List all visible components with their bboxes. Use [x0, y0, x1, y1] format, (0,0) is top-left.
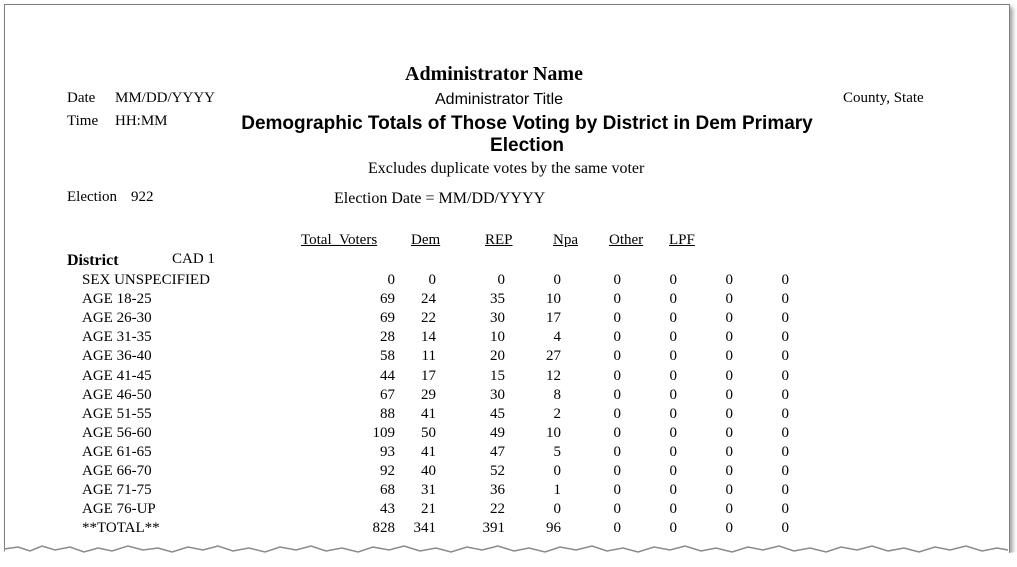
row-label: AGE 71-75 — [82, 482, 152, 499]
table-cell: 0 — [613, 424, 621, 441]
table-row — [5, 406, 1009, 425]
table-cell: 0 — [669, 482, 677, 499]
table-row — [5, 272, 1009, 291]
table-cell: 11 — [421, 348, 436, 365]
table-row — [5, 348, 1009, 367]
table-row — [5, 368, 1009, 387]
table-cell: 0 — [669, 405, 677, 422]
report-title: Demographic Totals of Those Voting by District in Dem Primary Election — [241, 113, 813, 156]
table-cell: 41 — [421, 405, 436, 422]
table-cell: 0 — [613, 272, 621, 288]
table-cell: 24 — [421, 291, 436, 308]
column-header-rep: REP — [485, 232, 513, 248]
table-cell: 0 — [669, 272, 677, 288]
table-cell: 0 — [781, 405, 789, 422]
report-page — [4, 4, 1010, 561]
table-cell: 0 — [613, 329, 621, 346]
table-cell: 36 — [490, 482, 505, 499]
table-cell: 0 — [669, 463, 677, 479]
table-row — [5, 520, 1009, 539]
row-label: AGE 56-60 — [82, 424, 152, 441]
table-cell: 47 — [490, 443, 505, 460]
table-cell: 68 — [380, 482, 395, 499]
table-cell: 17 — [546, 310, 561, 327]
table-cell: 0 — [613, 443, 621, 460]
table-cell: 0 — [613, 520, 621, 537]
time-value: HH:MM — [115, 113, 168, 129]
table-cell: 50 — [421, 424, 436, 441]
table-cell: 0 — [669, 386, 677, 403]
table-cell: 0 — [613, 310, 621, 327]
table-cell: 20 — [490, 348, 505, 365]
table-cell: 0 — [613, 348, 621, 365]
table-cell: 0 — [613, 463, 621, 479]
table-cell: 28 — [380, 329, 395, 346]
table-cell: 0 — [725, 482, 733, 499]
table-cell: 0 — [387, 272, 395, 288]
table-cell: 8 — [553, 386, 561, 403]
torn-edge — [0, 540, 1017, 567]
column-header-lpf: LPF — [669, 232, 695, 248]
table-row — [5, 387, 1009, 406]
table-row — [5, 463, 1009, 482]
table-cell: 0 — [781, 386, 789, 403]
date-value: MM/DD/YYYY — [115, 90, 216, 106]
table-cell: 0 — [725, 463, 733, 479]
row-label: AGE 46-50 — [82, 386, 152, 403]
table-cell: 0 — [669, 424, 677, 441]
table-cell: 0 — [725, 291, 733, 308]
row-label: AGE 41-45 — [82, 367, 152, 384]
report-subtitle: Excludes duplicate votes by the same voter — [368, 160, 645, 177]
table-row — [5, 501, 1009, 520]
table-cell: 0 — [781, 424, 789, 441]
table-cell: 17 — [421, 367, 436, 384]
table-cell: 0 — [725, 348, 733, 365]
row-label: AGE 18-25 — [82, 291, 152, 308]
table-cell: 0 — [725, 367, 733, 384]
table-row — [5, 291, 1009, 310]
table-cell: 0 — [725, 424, 733, 441]
row-label: SEX UNSPECIFIED — [82, 272, 210, 288]
table-cell: 0 — [613, 291, 621, 308]
date-label: Date — [67, 90, 96, 106]
table-cell: 10 — [490, 329, 505, 346]
administrator-name: Administrator Name — [405, 63, 583, 85]
table-cell: 22 — [490, 501, 505, 518]
table-cell: 4 — [553, 329, 561, 346]
table-cell: 10 — [546, 291, 561, 308]
table-cell: 0 — [669, 501, 677, 518]
row-label: AGE 51-55 — [82, 405, 152, 422]
column-header-other: Other — [609, 232, 644, 248]
table-cell: 92 — [380, 463, 395, 479]
table-cell: 0 — [781, 520, 789, 537]
row-label: AGE 61-65 — [82, 443, 152, 460]
table-cell: 0 — [781, 501, 789, 518]
table-cell: 0 — [669, 348, 677, 365]
row-label: AGE 76-UP — [82, 501, 156, 518]
table-cell: 0 — [725, 405, 733, 422]
table-cell: 14 — [421, 329, 436, 346]
row-label: AGE 26-30 — [82, 310, 152, 327]
table-cell: 22 — [421, 310, 436, 327]
table-row — [5, 329, 1009, 348]
table-cell: 0 — [781, 329, 789, 346]
table-cell: 43 — [380, 501, 395, 518]
column-header-total-voters: Total_Voters — [301, 232, 378, 248]
table-cell: 0 — [725, 310, 733, 327]
table-cell: 0 — [781, 310, 789, 327]
time-label: Time — [67, 113, 99, 129]
table-cell: 828 — [372, 520, 395, 537]
table-cell: 0 — [725, 272, 733, 288]
table-cell: 1 — [553, 482, 561, 499]
election-date: Election Date = MM/DD/YYYY — [334, 190, 546, 207]
table-cell: 69 — [380, 310, 395, 327]
table-cell: 341 — [413, 520, 436, 537]
table-cell: 0 — [781, 291, 789, 308]
table-cell: 0 — [781, 482, 789, 499]
column-header-dem: Dem — [411, 232, 441, 248]
table-cell: 0 — [613, 367, 621, 384]
table-cell: 27 — [546, 348, 561, 365]
table-cell: 93 — [380, 443, 395, 460]
table-cell: 0 — [613, 501, 621, 518]
table-cell: 0 — [553, 463, 561, 479]
table-cell: 0 — [725, 443, 733, 460]
table-row — [5, 482, 1009, 501]
table-cell: 0 — [428, 272, 436, 288]
table-cell: 69 — [380, 291, 395, 308]
table-cell: 44 — [380, 367, 395, 384]
table-cell: 88 — [380, 405, 395, 422]
table-cell: 40 — [421, 463, 436, 479]
table-row — [5, 310, 1009, 329]
election-label: Election — [67, 189, 117, 205]
table-cell: 49 — [490, 424, 505, 441]
table-cell: 0 — [669, 310, 677, 327]
table-cell: 0 — [613, 386, 621, 403]
column-header-npa: Npa — [553, 232, 578, 248]
table-cell: 0 — [669, 367, 677, 384]
county-state: County, State — [843, 90, 924, 106]
row-label: **TOTAL** — [82, 520, 160, 537]
table-cell: 21 — [421, 501, 436, 518]
table-cell: 0 — [669, 329, 677, 346]
table-cell: 0 — [725, 386, 733, 403]
row-label: AGE 66-70 — [82, 463, 152, 479]
district-value: CAD 1 — [172, 251, 215, 267]
table-cell: 58 — [380, 348, 395, 365]
table-cell: 391 — [482, 520, 505, 537]
election-number: 922 — [131, 189, 154, 205]
table-cell: 52 — [490, 463, 505, 479]
administrator-title: Administrator Title — [435, 91, 564, 108]
table-cell: 0 — [669, 520, 677, 537]
table-cell: 30 — [490, 386, 505, 403]
table-cell: 0 — [669, 443, 677, 460]
table-cell: 10 — [546, 424, 561, 441]
table-cell: 109 — [372, 424, 395, 441]
table-cell: 0 — [781, 348, 789, 365]
table-cell: 15 — [490, 367, 505, 384]
table-cell: 0 — [781, 367, 789, 384]
row-label: AGE 36-40 — [82, 348, 152, 365]
table-cell: 12 — [546, 367, 561, 384]
table-cell: 35 — [490, 291, 505, 308]
table-cell: 0 — [725, 520, 733, 537]
table-row — [5, 425, 1009, 444]
district-label: District — [67, 252, 119, 269]
table-cell: 0 — [725, 501, 733, 518]
table-cell: 0 — [725, 329, 733, 346]
table-cell: 96 — [546, 520, 561, 537]
table-cell: 45 — [490, 405, 505, 422]
row-label: AGE 31-35 — [82, 329, 152, 346]
table-cell: 0 — [781, 272, 789, 288]
table-cell: 0 — [613, 482, 621, 499]
table-row — [5, 444, 1009, 463]
table-cell: 0 — [497, 272, 505, 288]
table-cell: 30 — [490, 310, 505, 327]
table-cell: 0 — [669, 291, 677, 308]
table-cell: 41 — [421, 443, 436, 460]
table-cell: 0 — [613, 405, 621, 422]
table-cell: 0 — [781, 443, 789, 460]
table-cell: 0 — [553, 501, 561, 518]
table-cell: 2 — [553, 405, 561, 422]
table-cell: 31 — [421, 482, 436, 499]
table-cell: 0 — [553, 272, 561, 288]
table-cell: 67 — [380, 386, 395, 403]
table-cell: 5 — [553, 443, 561, 460]
table-cell: 0 — [781, 463, 789, 479]
table-cell: 29 — [421, 386, 436, 403]
